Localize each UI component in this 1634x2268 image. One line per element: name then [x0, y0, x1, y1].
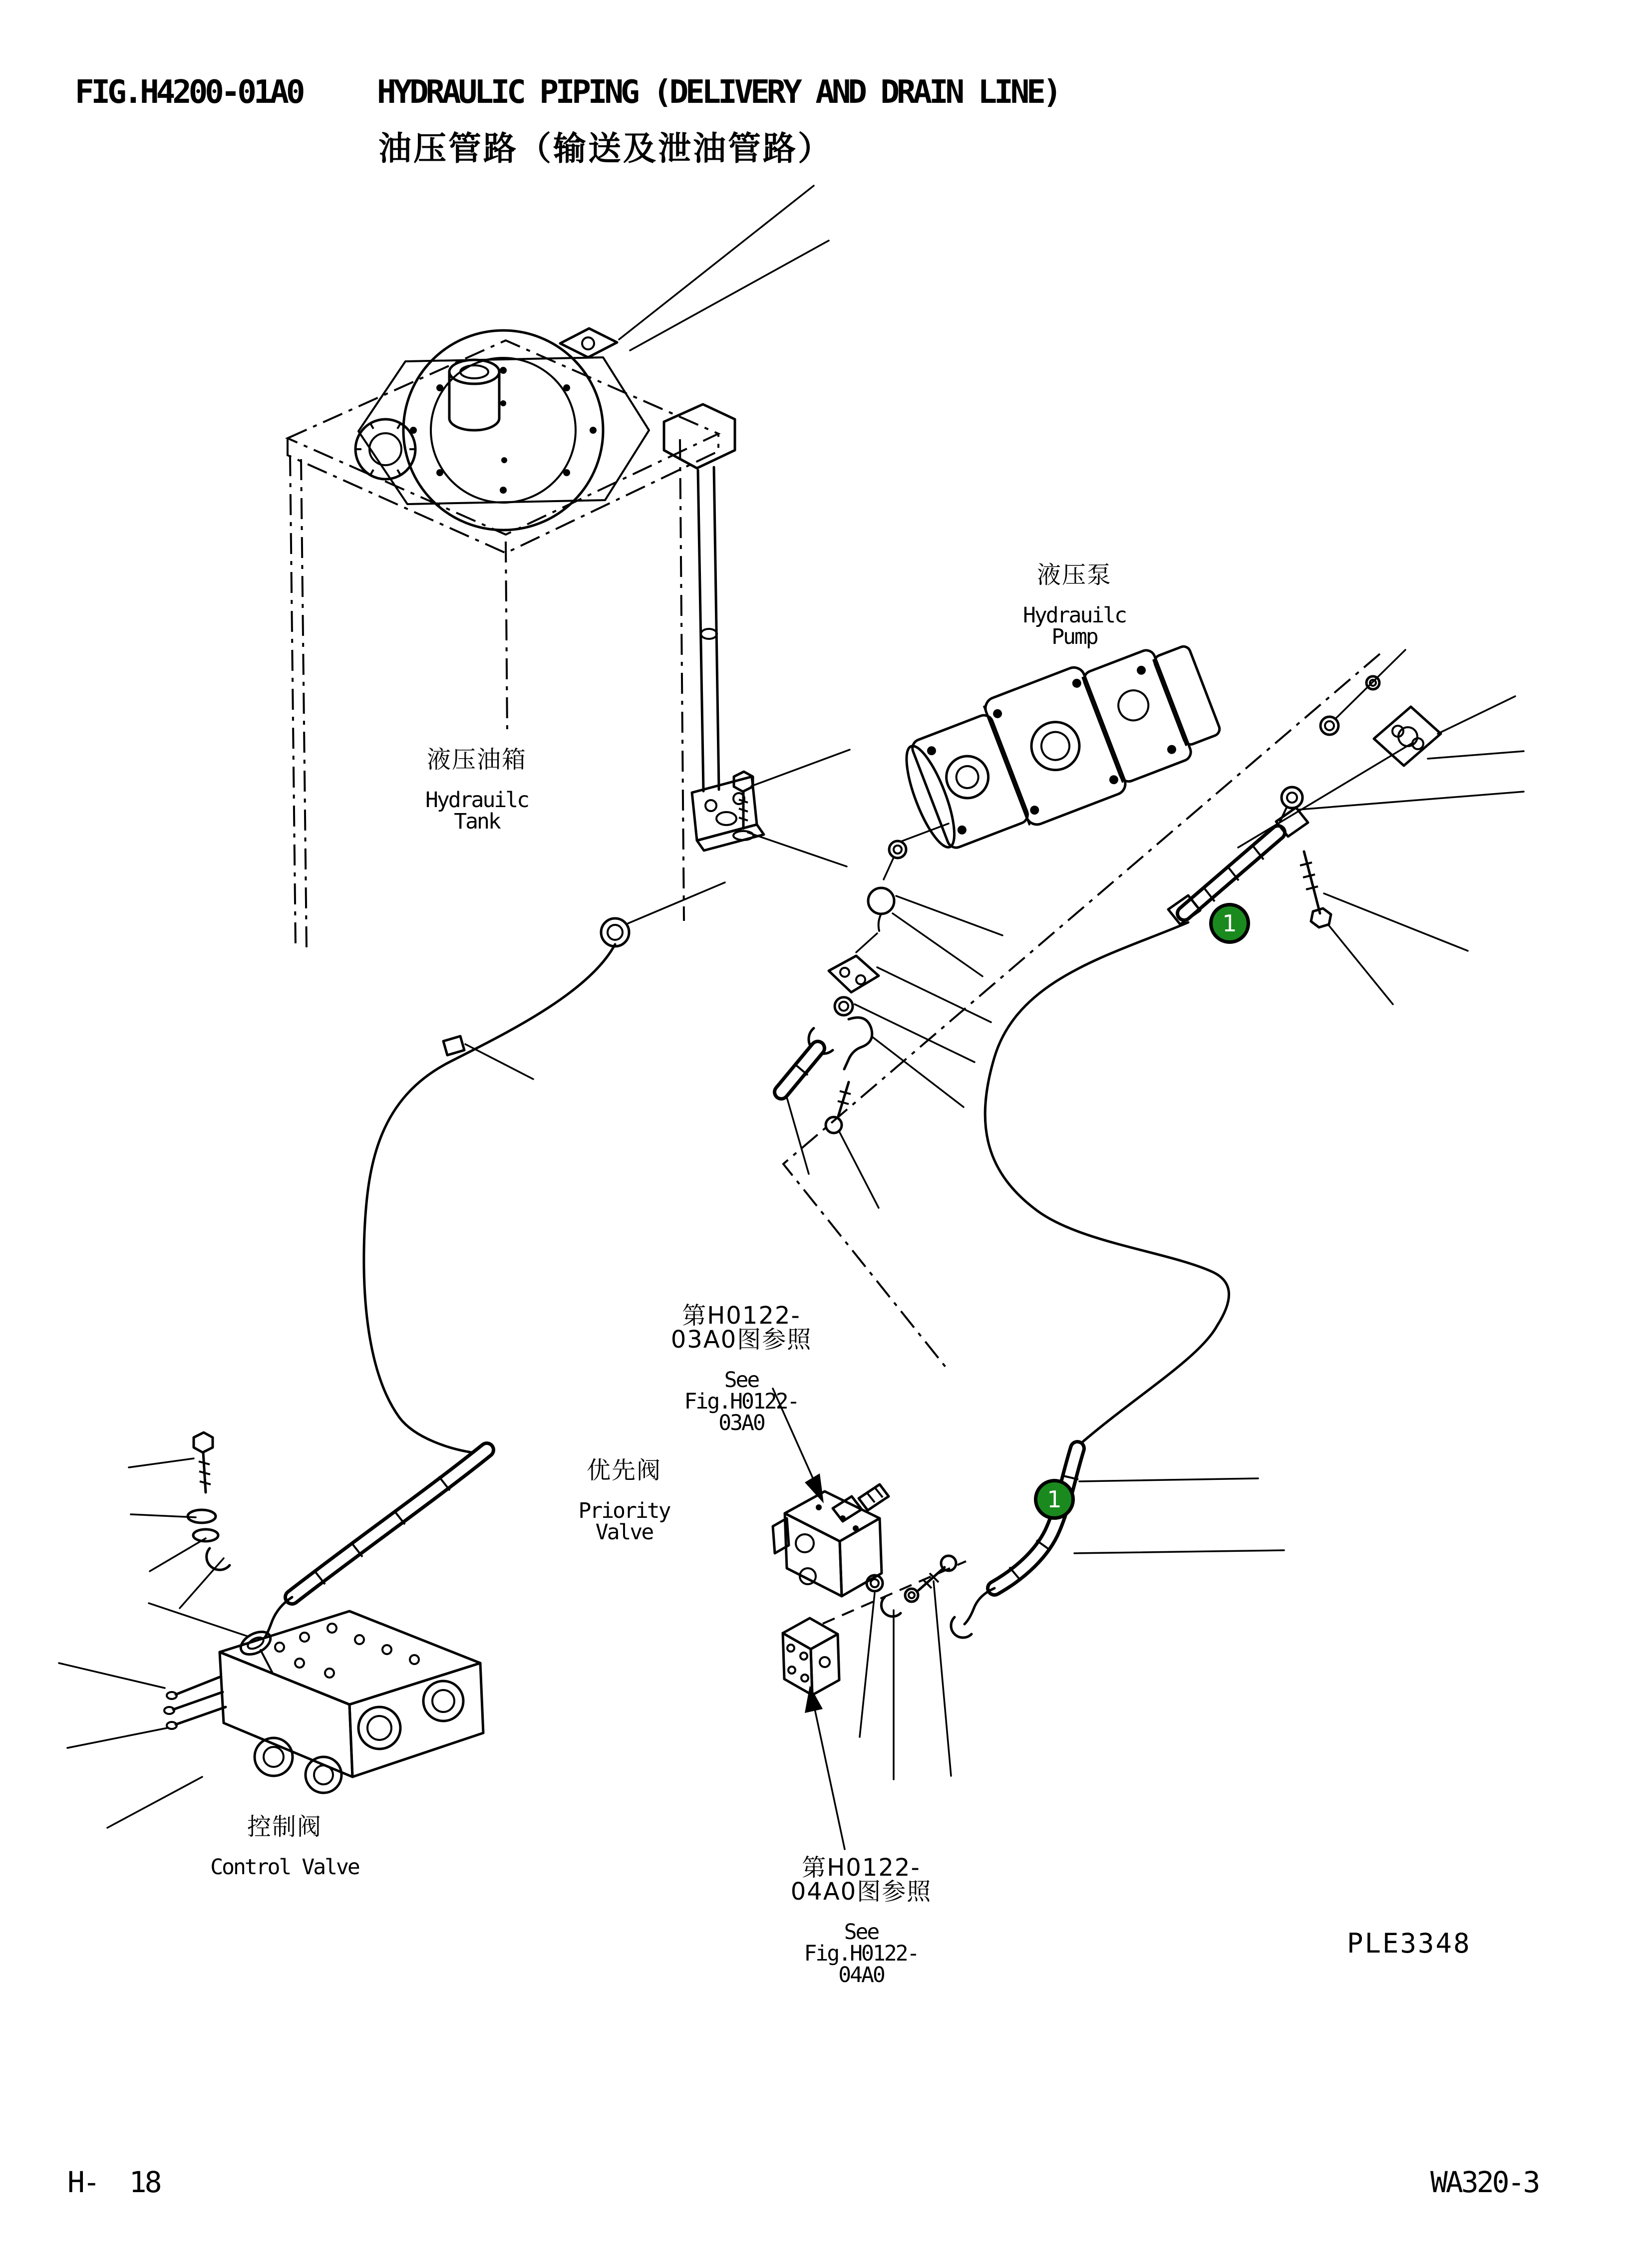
figure-number: FIG.H4200-01A0	[75, 74, 303, 111]
hydraulic-pump-drawing	[892, 626, 1229, 862]
label-ref-delivery	[664, 1304, 819, 1434]
drain-block-drawing	[783, 1618, 839, 1695]
label-hydraulic-tank-zh: 液压油箱	[426, 746, 527, 774]
callout-1-priority-hose	[1034, 1479, 1075, 1520]
label-priority-valve	[547, 1458, 701, 1543]
callout-1-pump-hose-number: 1	[1222, 910, 1237, 937]
label-ref-drain	[784, 1856, 939, 1986]
label-control-valve	[207, 1815, 362, 1878]
label-hydraulic-pump	[999, 563, 1149, 648]
label-hydraulic-tank-en: Hydrauilc Tank	[425, 788, 528, 834]
delivery-hose-run	[951, 922, 1229, 1638]
phantom-centerlines	[783, 654, 1380, 1624]
label-ref-delivery-zh: 第H0122-03A0图参照	[670, 1302, 812, 1354]
footer-page-number: H- 18	[67, 2165, 160, 2199]
plate-code: PLE3348	[1347, 1928, 1471, 1959]
label-ref-delivery-en: See Fig.H0122-03A0	[684, 1368, 799, 1435]
label-hydraulic-tank	[402, 748, 552, 833]
control-valve-drawing	[164, 1611, 483, 1793]
priority-valve-drawing	[773, 1484, 956, 1617]
label-ref-drain-en: See Fig.H0122-04A0	[804, 1920, 919, 1987]
label-priority-valve-en: Priority Valve	[578, 1498, 670, 1545]
pump-drain-fittings	[781, 824, 949, 1133]
page-title: HYDRAULIC PIPING (DELIVERY AND DRAIN LINE)	[377, 74, 1059, 111]
left-bolt-cluster	[188, 1432, 230, 1570]
hydraulic-tank-drawing	[288, 328, 764, 948]
leader-lines	[59, 186, 1524, 1828]
label-hydraulic-pump-zh: 液压泵	[1036, 561, 1112, 589]
page-title-chinese: 油压管路（输送及泄油管路）	[378, 129, 833, 168]
label-hydraulic-pump-en: Hydrauilc Pump	[1023, 603, 1126, 649]
label-priority-valve-zh: 优先阀	[586, 1456, 661, 1484]
callout-1-priority-hose-number: 1	[1047, 1486, 1062, 1513]
label-ref-drain-zh: 第H0122-04A0图参照	[790, 1854, 932, 1906]
callout-1-pump-hose	[1209, 903, 1250, 944]
footer-model: WA320-3	[1430, 2165, 1539, 2199]
label-control-valve-en: Control Valve	[210, 1855, 359, 1880]
label-control-valve-zh: 控制阀	[247, 1813, 322, 1841]
tank-drain-tube	[237, 944, 615, 1672]
